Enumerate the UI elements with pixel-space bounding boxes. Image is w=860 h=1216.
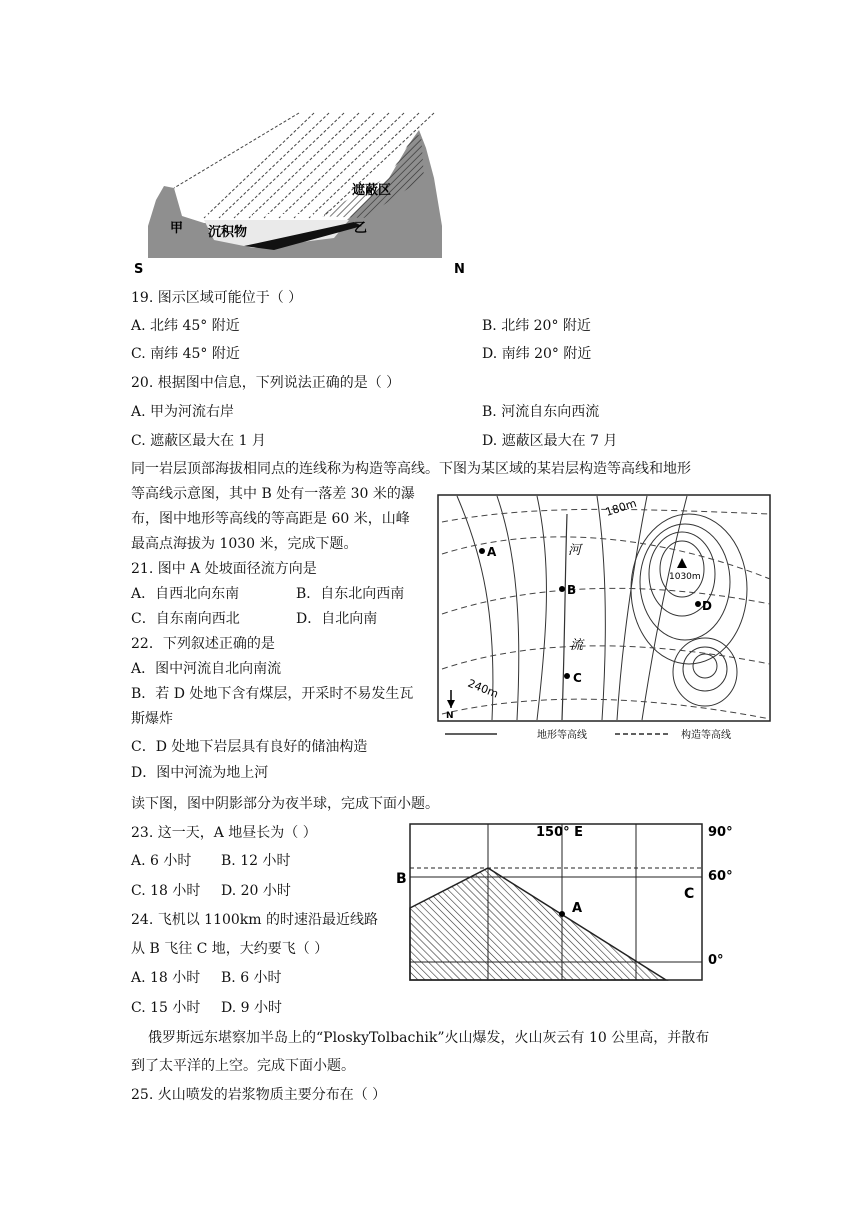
q22-option-b-line1: B．若 D 处地下含有煤层，开采时不易发生瓦 [131, 686, 414, 702]
q24-option-b: B. 6 小时 [221, 970, 282, 986]
q24-stem-line2: 从 B 飞往 C 地，大约要飞（ ） [131, 941, 329, 957]
fig1-label-yi: 乙 [354, 221, 368, 236]
fig2-label-b: B [567, 583, 577, 597]
fig1-label-shaded: 遮蔽区 [352, 183, 392, 198]
fig3-label-b: B [396, 871, 407, 887]
q21-option-c: C．自东南向西北 [131, 611, 240, 627]
q20-option-d: D. 遮蔽区最大在 7 月 [482, 433, 618, 449]
q20-option-a: A. 甲为河流右岸 [131, 404, 235, 420]
fig2-legend-structure: 构造等高线 [681, 730, 731, 741]
q21-option-d: D．自北向南 [296, 611, 378, 627]
q19-option-c: C. 南纬 45° 附近 [131, 346, 240, 362]
fig3-label-c: C [684, 886, 695, 902]
q23-option-d: D. 20 小时 [221, 883, 291, 899]
fig2-label-240: 240m [465, 676, 501, 701]
q23-stem: 23. 这一天，A 地昼长为（ ） [131, 825, 317, 841]
contour-map-figure [437, 494, 775, 744]
fig2-label-north: N [446, 711, 454, 721]
q20-option-b: B. 河流自东向西流 [482, 404, 600, 420]
q19-option-d: D. 南纬 20° 附近 [482, 346, 592, 362]
night-hemisphere-figure [394, 822, 744, 984]
q21-stem: 21. 图中 A 处坡面径流方向是 [131, 561, 317, 577]
intro3: 读下图，图中阴影部分为夜半球，完成下面小题。 [131, 796, 439, 812]
fig2-label-d: D [702, 599, 712, 613]
intro4-line1: 俄罗斯远东堪察加半岛上的“PloskyTolbachik”火山爆发，火山灰云有 10 公里高，并散布 [148, 1030, 710, 1046]
fig2-label-c: C [573, 671, 582, 685]
q24-option-d: D. 9 小时 [221, 1000, 282, 1016]
q23-option-a: A. 6 小时 [131, 853, 192, 869]
intro2-line3: 布，图中地形等高线的等高距是 60 米，山峰 [131, 511, 410, 527]
q25-stem: 25. 火山喷发的岩浆物质主要分布在（ ） [131, 1087, 387, 1103]
q22-option-a: A．图中河流自北向南流 [131, 661, 282, 677]
intro2-line4: 最高点海拔为 1030 米，完成下题。 [131, 536, 358, 552]
fig3-label-90: 90° [708, 825, 733, 840]
q24-option-a: A. 18 小时 [131, 970, 201, 986]
q22-option-b-line2: 斯爆炸 [131, 711, 173, 727]
fig1-label-s: S [134, 262, 144, 277]
q22-option-c: C．D 处地下岩层具有良好的储油构造 [131, 739, 368, 755]
q19-stem: 19. 图示区域可能位于（ ） [131, 290, 303, 306]
intro2-line2: 等高线示意图，其中 B 处有一落差 30 米的瀑 [131, 486, 415, 502]
q21-option-b: B．自东北向西南 [296, 586, 405, 602]
fig1-label-sediment: 沉积物 [208, 225, 248, 240]
fig2-legend-terrain: 地形等高线 [537, 730, 587, 741]
q22-option-d: D．图中河流为地上河 [131, 765, 269, 781]
fig1-label-jia: 甲 [170, 221, 184, 236]
q20-option-c: C. 遮蔽区最大在 1 月 [131, 433, 266, 449]
fig2-label-peak: 1030m [669, 572, 701, 582]
q19-option-b: B. 北纬 20° 附近 [482, 318, 591, 334]
fig2-label-a: A [487, 545, 497, 559]
q24-option-c: C. 15 小时 [131, 1000, 201, 1016]
fig3-label-a: A [572, 901, 583, 916]
fig3-label-lon: 150° E [536, 825, 584, 840]
fig1-label-n: N [454, 262, 465, 277]
q21-option-a: A．自西北向东南 [131, 586, 240, 602]
valley-shadow-figure [134, 108, 474, 278]
intro2-line1: 同一岩层顶部海拔相同点的连线称为构造等高线。下图为某区域的某岩层构造等高线和地形 [131, 461, 691, 477]
fig2-label-river1: 河 [568, 543, 582, 558]
fig2-label-river2: 流 [570, 638, 584, 653]
fig3-label-0: 0° [708, 953, 724, 968]
q19-option-a: A. 北纬 45° 附近 [131, 318, 240, 334]
q23-option-c: C. 18 小时 [131, 883, 201, 899]
q20-stem: 20. 根据图中信息，下列说法正确的是（ ） [131, 375, 401, 391]
fig2-label-180: 180m [603, 496, 639, 519]
fig3-label-60: 60° [708, 869, 733, 884]
q22-stem: 22．下列叙述正确的是 [131, 636, 275, 652]
intro4-line2: 到了太平洋的上空。完成下面小题。 [131, 1058, 355, 1074]
q23-option-b: B. 12 小时 [221, 853, 291, 869]
q24-stem-line1: 24. 飞机以 1100km 的时速沿最近线路 [131, 912, 379, 928]
